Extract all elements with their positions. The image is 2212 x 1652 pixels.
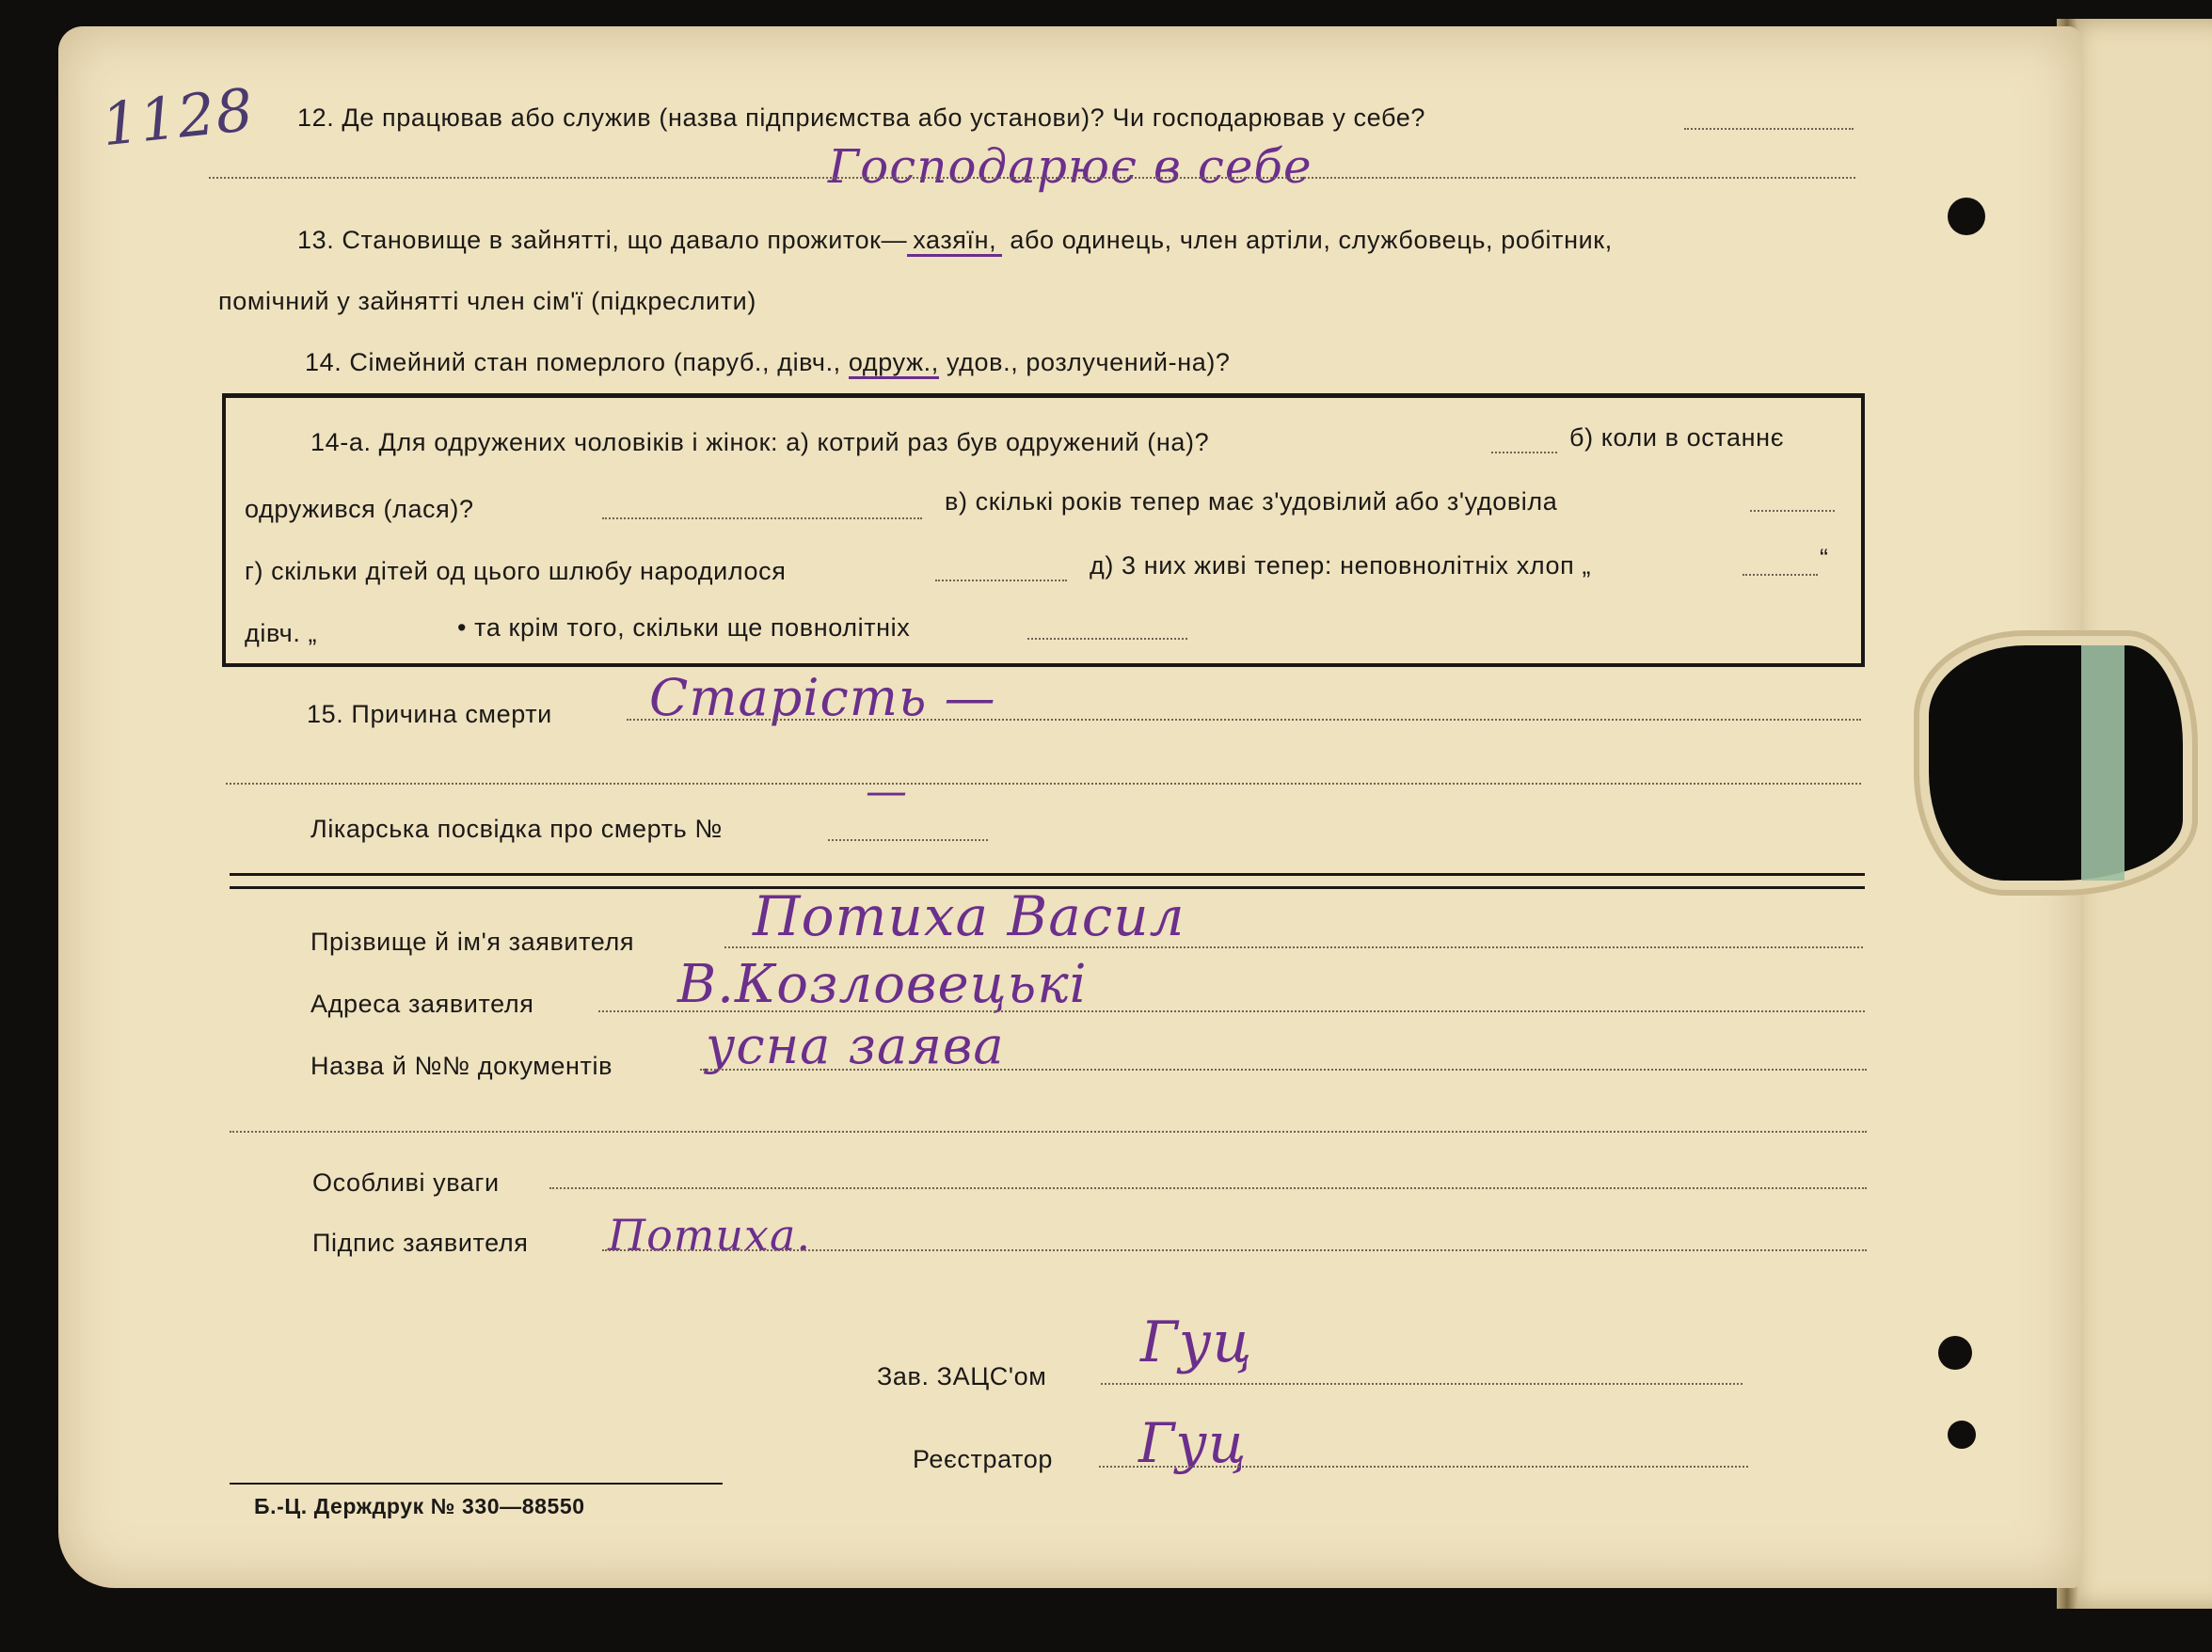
q14-suffix: удов., розлучений-на)? [946,348,1231,376]
notes-label: Особливі уваги [312,1168,500,1197]
q15-answer: Старість — [649,668,996,727]
q12-label: 12. Де працював або служив (назва підприємства або установи)? Чи господарював у себе? [297,103,1425,132]
repair-tape [2081,645,2124,881]
q14-prefix: 14. Сімейний стан померлого (паруб., дівч., [305,348,841,376]
registrar-line [1099,1466,1748,1468]
q15-line2 [226,783,1861,785]
q14a-line2-b: в) скількі років тепер має з'удовілий або з'удовіла [945,487,1558,516]
q14a-dots-c [1750,510,1835,512]
q15-label: 15. Причина смерти [307,700,552,728]
q14a-line3-close: “ [1820,544,1829,572]
tear-mark [1938,1336,1972,1370]
q14a-line1: 14-а. Для одружених чоловіків і жінок: а) котрий раз був одружений (на)? [310,428,1210,456]
torn-hole [1929,645,2183,881]
q14a-line4-b: • та крім того, скільки ще повнолітніх [457,613,911,642]
q13-prefix: 13. Становище в зайнятті, що давало прожиток— [297,226,908,254]
q12-dotted-line [1684,128,1854,130]
q13-line1 [297,226,1613,255]
tear-mark [1948,198,1985,235]
applicant-signature-line [602,1249,1867,1251]
applicant-docs-label: Назва й №№ документів [310,1052,613,1080]
applicant-docs-line [700,1069,1867,1071]
applicant-address-label: Адреса заявителя [310,990,534,1018]
q12-answer: Господарює в себе [828,139,1313,194]
q14a-line1-b: б) коли в останнє [1569,423,1785,452]
q14a-line3-a: г) скільки дітей од цього шлюбу народилося [245,557,787,585]
applicant-signature: Потиха. [608,1210,812,1261]
head-signature: Гуц [1140,1310,1253,1375]
applicant-docs-line2 [230,1131,1867,1133]
printer-imprint: Б.-Ц. Держдрук № 330—88550 [254,1494,585,1518]
imprint-rule [230,1483,723,1485]
form-page [58,26,2081,1588]
q14a-line4-a: дівч. „ [245,619,318,647]
q14-line [305,348,1231,377]
q12-answer-line [209,177,1855,179]
applicant-signature-label: Підпис заявителя [312,1229,529,1257]
section-rule-top [230,873,1865,876]
q14a-dots-a [1491,452,1557,453]
q14-selected: одруж., [849,348,939,379]
q13-selected: хазяїн, [907,226,1002,257]
applicant-address-value: В.Козловецькі [677,954,1088,1015]
registrar-signature: Гуц [1138,1411,1248,1475]
q14a-dots-f [1027,638,1187,640]
applicant-address-line [598,1010,1865,1012]
applicant-docs-value: усна заява [706,1016,1005,1075]
q13-options: або одинець, член артіли, службовець, робітник, [1010,226,1613,254]
q15-line [627,719,1861,721]
q14a-line3-b: д) 3 них живі тепер: неповнолітніх хлоп „ [1090,551,1592,580]
registrar-label: Реєстратор [913,1445,1054,1473]
head-label: Зав. ЗАЦС'ом [877,1362,1047,1390]
q14a-dots-d [935,580,1067,581]
certificate-line [828,839,988,841]
margin-record-number: 1128 [98,74,258,160]
q14a-dots-b [602,517,922,519]
certificate-label: Лікарська посвідка про смерть № [310,815,723,843]
applicant-name-value: Потиха Васил [753,884,1186,948]
q13-line2: помічний у зайнятті член сім'ї (підкреслити) [218,287,756,315]
q14a-dots-e [1743,574,1818,576]
q14a-line2-a: одружився (лася)? [245,495,474,523]
applicant-name-line [724,946,1863,948]
certificate-answer: — [866,768,908,816]
head-line [1101,1383,1743,1385]
notes-line [549,1187,1867,1189]
applicant-name-label: Прізвище й ім'я заявителя [310,928,635,956]
tear-mark [1948,1421,1976,1449]
